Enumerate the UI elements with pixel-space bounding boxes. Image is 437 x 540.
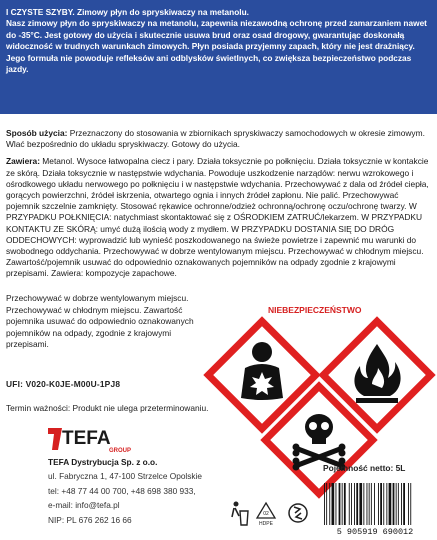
logo-brand: TEFA xyxy=(62,428,111,449)
barcode-bar xyxy=(349,483,350,525)
hazard-signal-word: NIEBEZPIECZEŃSTWO xyxy=(268,305,362,315)
barcode-bar xyxy=(351,483,352,525)
contains-text: Metanol. Wysoce łatwopalna ciecz i pary. Działa toksycznie po połknięciu. Działa toksycznie w kontakcie ze skórą. Działa toksycznie w następstwie wdychania. Powoduje uszkodzenie narządów: nerwu wzrokowego i ośrodkowego układu nerwowego po połknięciu i w następstwie wdychania. Przechowywać z dala od źródeł ciepła, gorących powierzchni, źródeł iskrzenia, otwartego ognia i innych źródeł zapłonu. Nie palić. Przechowywać pojemnik szczelnie zamknięty. Stosować rękawice ochronne/odzież ochronną/ochronę oczu/ochronę twarzy. W PRZYPADKU POŁKNIĘCIA: natychmiast skontaktować się z OŚRODKIEM ZATRUĆ/lekarzem. W PRZYPADKU KONTAKTU ZE SKÓRĄ: umyć dużą ilością wody z mydłem. W PRZYPADKU DOSTANIA SIĘ DO DRÓG ODDECHOWYCH: wyprowadzić lub wynieść poszkodowanego na świeże powietrze i zapewnić mu warunki do swobodnego oddychania. Przechowywać w dobrze wentylowanym miejscu. Przechowywać w chłodnym miejscu. Zawartość/pojemnik usuwać do odpowiednio oznakowanych pojemników na odpady zgodnie z krajowymi przepisami. Zawiera: kompozycje zapachowe. xyxy=(6,156,429,279)
barcode-bar xyxy=(339,483,341,525)
tidyman-icon xyxy=(232,502,248,526)
barcode-bar xyxy=(344,483,346,525)
barcode-bar xyxy=(356,483,358,525)
company-address: ul. Fabryczna 1, 47-100 Strzelce Opolskie xyxy=(48,471,203,482)
contains-section xyxy=(6,156,432,279)
usage-section xyxy=(6,128,432,150)
barcode-number: 5 905919 690012 xyxy=(336,527,414,536)
company-phone: tel: +48 77 44 00 700, +48 698 380 933, xyxy=(48,485,196,496)
usage-text: Przeznaczony do stosowania w zbiornikach spryskiwaczy samochodowych w okresie zimowym. Wlać bezpośrednio do układu spryskiwaczy. Gotowy do użycia. xyxy=(6,128,425,150)
ean-barcode xyxy=(318,481,432,536)
barcode-bar xyxy=(369,483,370,525)
barcode-bar xyxy=(410,483,411,525)
label-content xyxy=(6,128,432,286)
net-volume: Pojemność netto: 5L xyxy=(323,463,406,473)
barcode-bar xyxy=(386,483,387,525)
product-description: Nasz zimowy płyn do spryskiwaczy na metanolu, zapewnia niezawodną ochronę przed zamarzaniem nawet do -35°C. Jest gotowy do użycia i skutecznie usuwa brud oraz osad drogowy, gwarantując doskonałą widoczność w trudnych warunkach zimowych. Płyn posiada przyjemny zapach, który nie jest drażniący. Jego formuła nie powoduje refleksów ani odblysków świetlnych, co zwiększa bezpieczeństwo podczas jazdy. xyxy=(6,18,427,75)
barcode-bar xyxy=(398,483,399,525)
svg-text:02: 02 xyxy=(263,511,269,517)
barcode-bar xyxy=(367,483,368,525)
contains-label: Zawiera: xyxy=(6,156,40,167)
barcode-bar xyxy=(336,483,337,525)
company-name: TEFA Dystrybucja Sp. z o.o. xyxy=(48,457,158,467)
barcode-bar xyxy=(396,483,397,525)
ufi-code: UFI: V020-K0JE-M00U-1PJ8 xyxy=(6,379,121,389)
company-nip: NIP: PL 676 262 16 66 xyxy=(48,514,132,525)
company-email: e-mail: info@tefa.pl xyxy=(48,500,120,511)
barcode-bar xyxy=(329,483,330,525)
tefa-logo xyxy=(48,424,138,454)
recycle-hdpe-icon xyxy=(257,503,275,527)
barcode-bar xyxy=(359,483,362,525)
storage-text: Przechowywać w dobrze wentylowanym miejscu. Przechowywać w chłodnym miejscu. Zawartość pojemnika usuwać do odpowiednio oznakowanych pojemników na odpady, zgodnie z krajowymi przepisami. xyxy=(6,293,194,350)
barcode-bar xyxy=(401,483,402,525)
disposal-icons xyxy=(228,499,318,529)
barcode-bar xyxy=(363,483,364,525)
mobius-loop-icon xyxy=(289,504,307,522)
barcode-bar xyxy=(326,483,327,525)
company-info xyxy=(48,455,202,527)
barcode-bar xyxy=(371,483,372,525)
barcode-bar xyxy=(354,483,355,525)
svg-text:HDPE: HDPE xyxy=(259,521,273,527)
barcode-bar xyxy=(324,483,325,525)
barcode-bar xyxy=(374,483,375,525)
barcode-bar xyxy=(403,483,405,525)
barcode-bar xyxy=(332,483,335,525)
usage-label: Sposób użycia: xyxy=(6,128,68,138)
product-title: I CZYSTE SZYBY. Zimowy płyn do spryskiwaczy na metanolu. xyxy=(6,7,249,17)
barcode-bar xyxy=(378,483,379,525)
barcode-bar xyxy=(342,483,343,525)
validity-text: Termin ważności: Produkt nie ulega przeterminowaniu. xyxy=(6,403,209,413)
barcode-bar xyxy=(389,483,392,525)
logo-sub: GROUP xyxy=(109,448,132,454)
barcode-bar xyxy=(408,483,409,525)
product-description-band xyxy=(0,0,437,114)
barcode-bar xyxy=(393,483,395,525)
barcode-bar xyxy=(383,483,384,525)
barcode-bar xyxy=(380,483,382,525)
